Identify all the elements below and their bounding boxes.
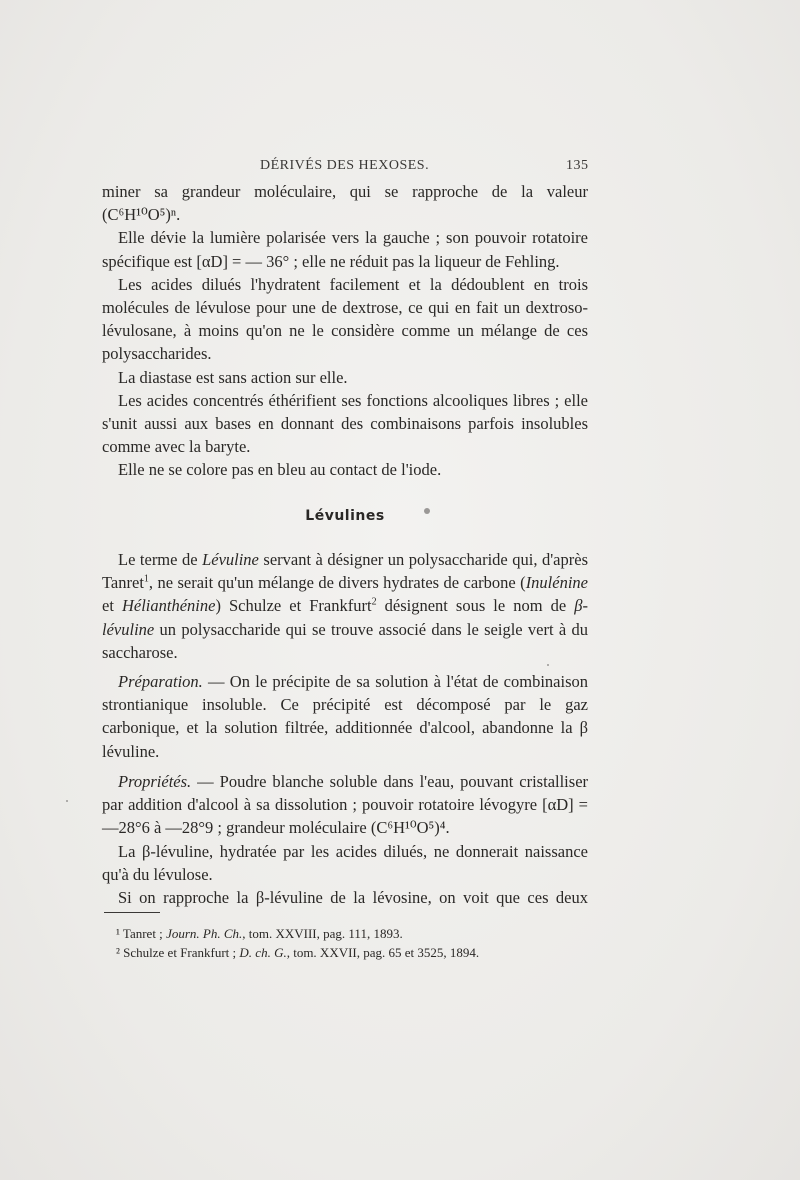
paragraph: Elle ne se colore pas en bleu au contact de l'iode. [118, 460, 442, 480]
running-title: DÉRIVÉS DES HEXOSES. [260, 158, 430, 173]
footnotes [102, 924, 588, 962]
subsection-title: Préparation. [118, 672, 203, 691]
paragraph: La diastase est sans action sur elle. [118, 367, 348, 387]
paragraph: La β-lévuline, hydratée par les acides dilués, ne donnerait naissance qu'à du lévulose. [102, 841, 588, 884]
footnote: ¹ Tanret ; Journ. Ph. Ch., tom. XXVIII, pag. 111, 1893. [116, 926, 403, 941]
paragraph: Les acides dilués l'hydratent facilement et la dédoublent en trois molécules de lévulose pour une de dextrose, ce qui en fait un dextroso-lévulosane, à moins qu'on ne le considère comme un mélange de ces polysaccharides. [102, 274, 588, 364]
paper-speck [424, 508, 430, 514]
text-block-inuline [102, 180, 588, 482]
paper-speck [66, 800, 68, 802]
text-block-preparation [102, 670, 588, 763]
paper-speck [547, 664, 549, 666]
paragraph: Si on rapproche la β-lévuline de la lévosine, on voit que ces deux [118, 888, 588, 908]
paragraph: Les acides concentrés éthérifient ses fonctions alcooliques libres ; elle s'unit aussi aux bases en donnant des combinaisons parfois insolubles comme avec la baryte. [102, 390, 588, 457]
footnote-rule [104, 912, 160, 913]
subsection-title: Propriétés. [118, 772, 192, 791]
footnote-ref: 1 [143, 573, 149, 585]
footnote-ref: 2 [371, 596, 377, 608]
footnote: ² Schulze et Frankfurt ; D. ch. G., tom. XXVII, pag. 65 et 3525, 1894. [116, 945, 480, 960]
paragraph: Préparation. — On le précipite de sa solution à l'état de combinaison strontianique insoluble. Ce précipité est décomposé par le gaz carbonique, et la solution filtrée, additionnée d'alcool, abandonne la β lévuline. [102, 672, 588, 761]
paragraph: miner sa grandeur moléculaire, qui se rapproche de la valeur [102, 182, 588, 201]
text-block-levulines [102, 548, 588, 664]
paragraph: Le terme de Lévuline servant à désigner un polysaccharide qui, d'après Tanret$^1$, ne serait qu'un mélange de divers hydrates de carbone (Inulénine et Hélianthénine) Schulze et Frankfurt$^2$ désignent sous le nom de β-lévuline un polysaccharide qui se trouve associé dans le seigle vert à du saccharose. [102, 550, 588, 662]
text-block-proprietes [102, 770, 588, 909]
paragraph: Elle dévie la lumière polarisée vers la gauche ; son pouvoir rotatoire spécifique est [αD] = — 36° ; elle ne réduit pas la liqueur de Fehling. [102, 228, 588, 271]
section-heading: Lévulines [305, 508, 385, 524]
page-number: 135 [566, 158, 589, 173]
formula-line: (C⁶H¹⁰O⁵)ⁿ. [102, 205, 181, 225]
paragraph: Propriétés. — Poudre blanche soluble dans l'eau, pouvant cristalliser par addition d'alcool à sa dissolution ; pouvoir rotatoire lévogyre [αD] = —28°6 à —28°9 ; grandeur moléculaire (C⁶H¹⁰O⁵)⁴. [102, 772, 589, 838]
